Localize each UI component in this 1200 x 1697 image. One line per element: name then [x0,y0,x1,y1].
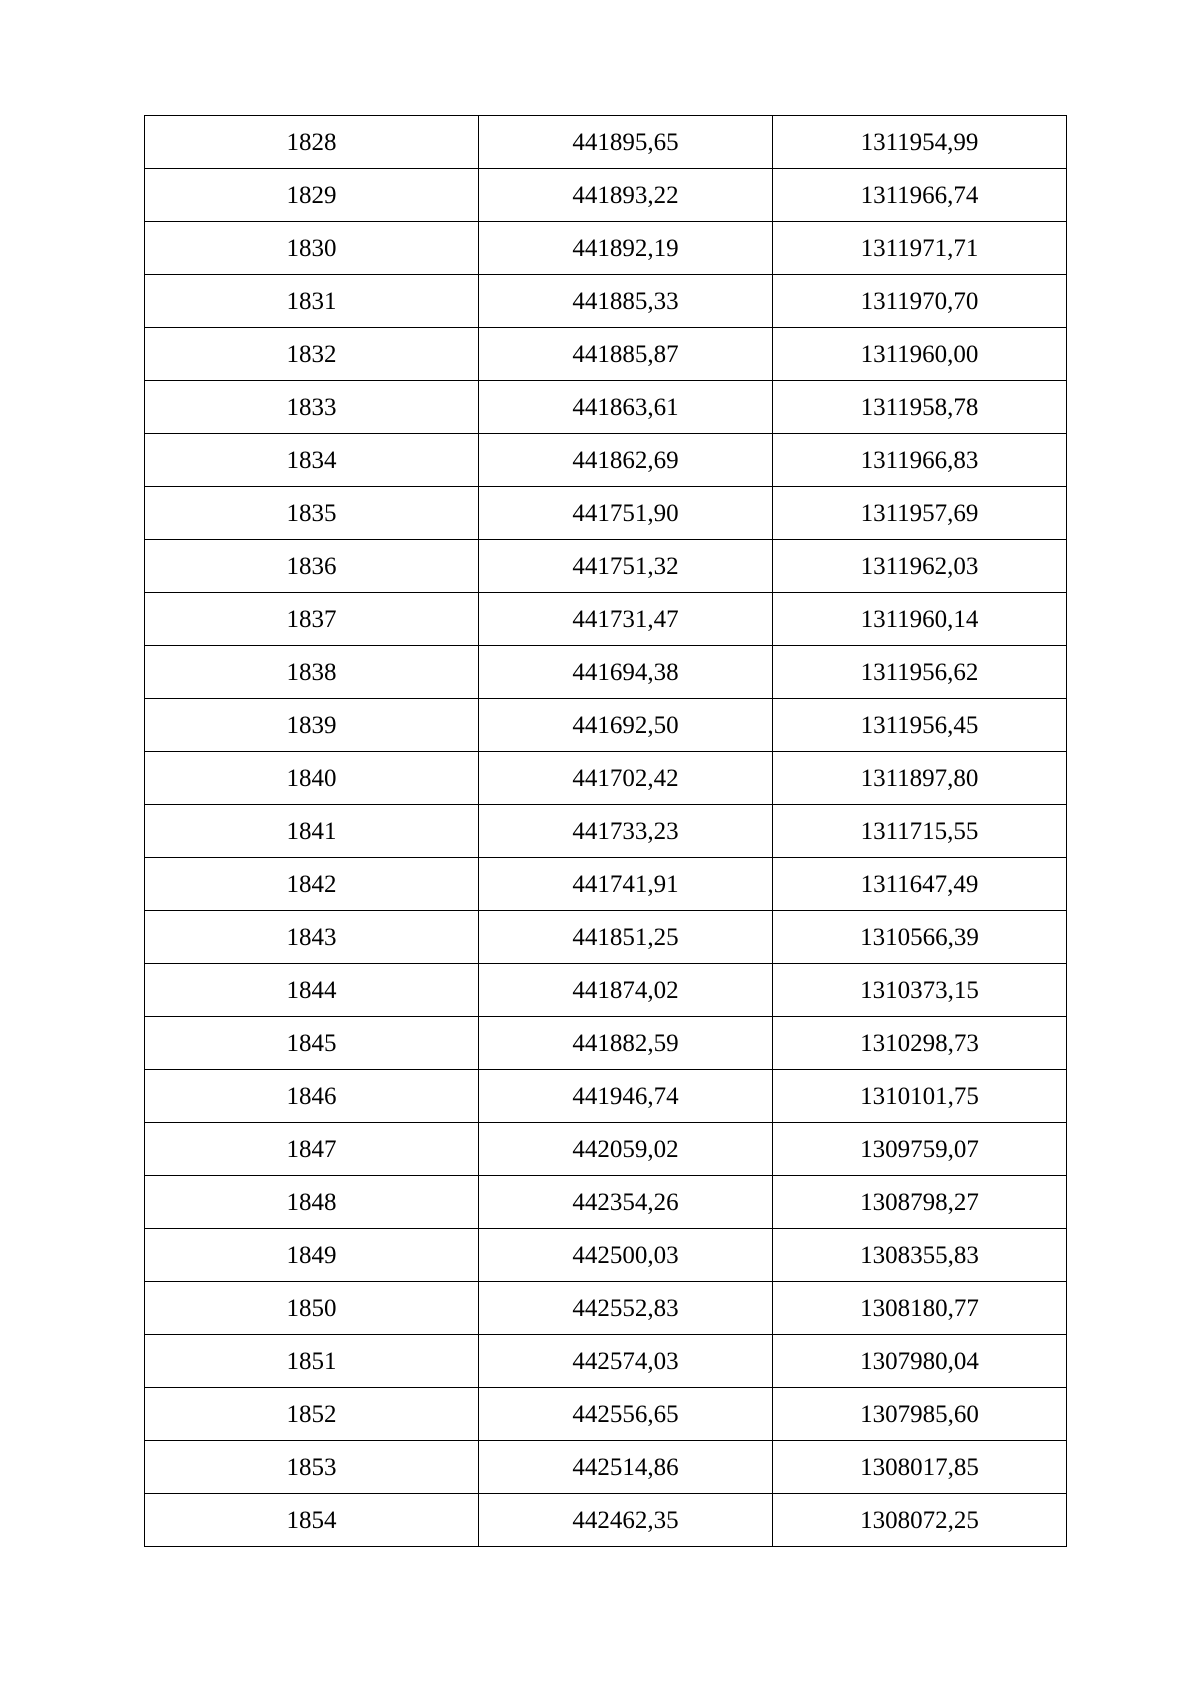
x-coordinate-cell: 441895,65 [479,116,773,169]
x-coordinate-cell: 441731,47 [479,593,773,646]
y-coordinate-cell: 1311715,55 [773,805,1067,858]
table-row [145,1388,1067,1441]
y-coordinate-cell: 1307980,04 [773,1335,1067,1388]
point-number-cell: 1838 [145,646,479,699]
x-coordinate-cell: 441694,38 [479,646,773,699]
x-coordinate-cell: 441885,33 [479,275,773,328]
x-coordinate-cell: 442500,03 [479,1229,773,1282]
table-row [145,116,1067,169]
point-number-cell: 1843 [145,911,479,964]
point-number-cell: 1833 [145,381,479,434]
y-coordinate-cell: 1310298,73 [773,1017,1067,1070]
y-coordinate-cell: 1311960,14 [773,593,1067,646]
x-coordinate-cell: 441741,91 [479,858,773,911]
y-coordinate-cell: 1311971,71 [773,222,1067,275]
table-row [145,911,1067,964]
x-coordinate-cell: 442462,35 [479,1494,773,1547]
table-row [145,964,1067,1017]
coordinates-table [144,115,1067,1547]
point-number-cell: 1829 [145,169,479,222]
table-row [145,169,1067,222]
point-number-cell: 1830 [145,222,479,275]
y-coordinate-cell: 1311970,70 [773,275,1067,328]
y-coordinate-cell: 1308798,27 [773,1176,1067,1229]
point-number-cell: 1839 [145,699,479,752]
x-coordinate-cell: 441885,87 [479,328,773,381]
y-coordinate-cell: 1311897,80 [773,752,1067,805]
x-coordinate-cell: 441702,42 [479,752,773,805]
y-coordinate-cell: 1311958,78 [773,381,1067,434]
table-row [145,593,1067,646]
table-row [145,328,1067,381]
point-number-cell: 1853 [145,1441,479,1494]
y-coordinate-cell: 1311966,74 [773,169,1067,222]
x-coordinate-cell: 441751,32 [479,540,773,593]
point-number-cell: 1848 [145,1176,479,1229]
y-coordinate-cell: 1310566,39 [773,911,1067,964]
y-coordinate-cell: 1308017,85 [773,1441,1067,1494]
table-row [145,752,1067,805]
x-coordinate-cell: 441851,25 [479,911,773,964]
point-number-cell: 1836 [145,540,479,593]
table-row [145,1229,1067,1282]
point-number-cell: 1841 [145,805,479,858]
table-row [145,1070,1067,1123]
y-coordinate-cell: 1311956,62 [773,646,1067,699]
point-number-cell: 1852 [145,1388,479,1441]
x-coordinate-cell: 441733,23 [479,805,773,858]
table-row [145,858,1067,911]
x-coordinate-cell: 441882,59 [479,1017,773,1070]
table-row [145,699,1067,752]
table-row [145,1282,1067,1335]
x-coordinate-cell: 441874,02 [479,964,773,1017]
x-coordinate-cell: 442059,02 [479,1123,773,1176]
point-number-cell: 1828 [145,116,479,169]
y-coordinate-cell: 1311957,69 [773,487,1067,540]
y-coordinate-cell: 1310373,15 [773,964,1067,1017]
point-number-cell: 1854 [145,1494,479,1547]
x-coordinate-cell: 441946,74 [479,1070,773,1123]
y-coordinate-cell: 1308180,77 [773,1282,1067,1335]
y-coordinate-cell: 1311956,45 [773,699,1067,752]
point-number-cell: 1840 [145,752,479,805]
point-number-cell: 1847 [145,1123,479,1176]
point-number-cell: 1849 [145,1229,479,1282]
point-number-cell: 1850 [145,1282,479,1335]
table-row [145,487,1067,540]
point-number-cell: 1851 [145,1335,479,1388]
x-coordinate-cell: 441751,90 [479,487,773,540]
y-coordinate-cell: 1311962,03 [773,540,1067,593]
x-coordinate-cell: 441892,19 [479,222,773,275]
point-number-cell: 1837 [145,593,479,646]
y-coordinate-cell: 1311960,00 [773,328,1067,381]
point-number-cell: 1846 [145,1070,479,1123]
x-coordinate-cell: 442514,86 [479,1441,773,1494]
point-number-cell: 1832 [145,328,479,381]
table-row [145,1176,1067,1229]
y-coordinate-cell: 1309759,07 [773,1123,1067,1176]
table-row [145,805,1067,858]
y-coordinate-cell: 1310101,75 [773,1070,1067,1123]
point-number-cell: 1842 [145,858,479,911]
table-row [145,1123,1067,1176]
table-row [145,1017,1067,1070]
table-row [145,1494,1067,1547]
y-coordinate-cell: 1311966,83 [773,434,1067,487]
point-number-cell: 1835 [145,487,479,540]
x-coordinate-cell: 442556,65 [479,1388,773,1441]
coordinates-table-body [145,116,1067,1547]
table-row [145,222,1067,275]
x-coordinate-cell: 441863,61 [479,381,773,434]
x-coordinate-cell: 442574,03 [479,1335,773,1388]
x-coordinate-cell: 442552,83 [479,1282,773,1335]
y-coordinate-cell: 1307985,60 [773,1388,1067,1441]
table-row [145,381,1067,434]
x-coordinate-cell: 442354,26 [479,1176,773,1229]
x-coordinate-cell: 441893,22 [479,169,773,222]
table-row [145,646,1067,699]
point-number-cell: 1831 [145,275,479,328]
y-coordinate-cell: 1311954,99 [773,116,1067,169]
y-coordinate-cell: 1308355,83 [773,1229,1067,1282]
table-row [145,275,1067,328]
x-coordinate-cell: 441692,50 [479,699,773,752]
y-coordinate-cell: 1311647,49 [773,858,1067,911]
table-row [145,1441,1067,1494]
table-row [145,434,1067,487]
point-number-cell: 1845 [145,1017,479,1070]
point-number-cell: 1844 [145,964,479,1017]
table-row [145,540,1067,593]
y-coordinate-cell: 1308072,25 [773,1494,1067,1547]
x-coordinate-cell: 441862,69 [479,434,773,487]
point-number-cell: 1834 [145,434,479,487]
table-row [145,1335,1067,1388]
